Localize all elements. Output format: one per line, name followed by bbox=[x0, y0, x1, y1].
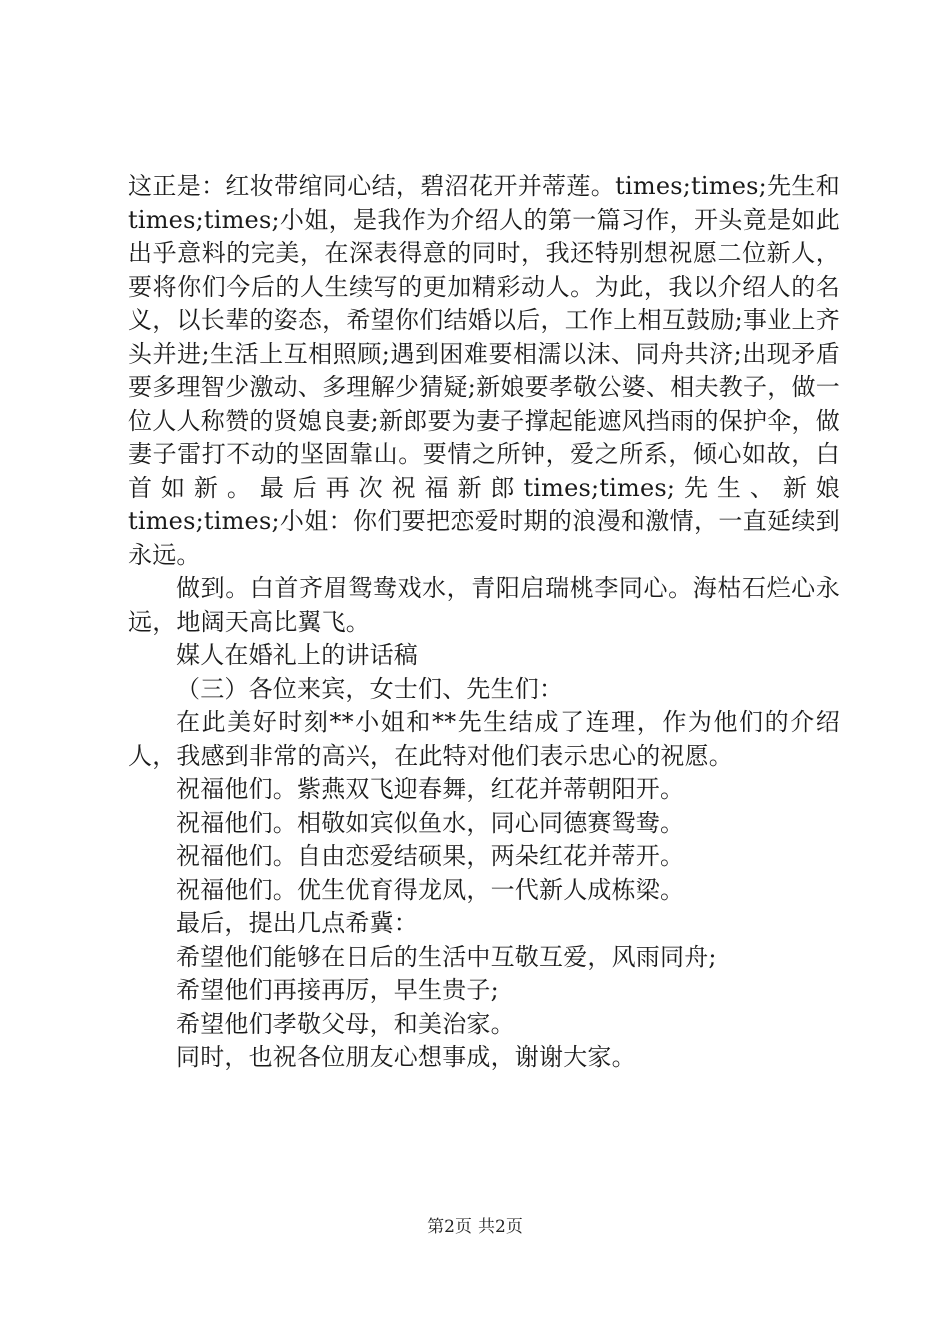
paragraph-greeting: （三）各位来宾，女士们、先生们： bbox=[176, 674, 564, 703]
paragraph-blessing-2: 祝福他们。相敬如宾似鱼水，同心同德赛鸳鸯。 bbox=[176, 808, 685, 837]
paragraph-introduction: 在此美好时刻**小姐和**先生结成了连理，作为他们的介绍人，我感到非常的高兴，在此特对他们表示忠心的祝愿。 bbox=[128, 708, 840, 770]
page-total: 共2页 bbox=[478, 1217, 523, 1237]
page-number: 第2页 bbox=[427, 1217, 472, 1237]
paragraph-hope-1: 希望他们能够在日后的生活中互敬互爱，风雨同舟; bbox=[176, 942, 717, 971]
page-footer bbox=[0, 1216, 950, 1238]
paragraph-couplet: 做到。白首齐眉鸳鸯戏水，青阳启瑞桃李同心。海枯石烂心永远，地阔天高比翼飞。 bbox=[128, 574, 840, 636]
section-title: 媒人在婚礼上的讲话稿 bbox=[176, 641, 418, 669]
paragraph-blessing-4: 祝福他们。优生优育得龙凤，一代新人成栋梁。 bbox=[176, 875, 685, 904]
paragraph-thanks: 同时，也祝各位朋友心想事成，谢谢大家。 bbox=[176, 1043, 636, 1071]
paragraph-blessing-3: 祝福他们。自由恋爱结硕果，两朵红花并蒂开。 bbox=[176, 842, 685, 870]
paragraph-hopes-intro: 最后，提出几点希冀： bbox=[176, 909, 418, 937]
paragraph-closing-blessing: 这正是：红妆带绾同心结，碧沼花开并蒂莲。times;times;先生和times;times;小姐，是我作为介绍人的第一篇习作，开头竟是如此出乎意料的完美，在深表得意的同时，我还特别想祝愿二位新人，要将你们今后的人生续写的更加精彩动人。为此，我以介绍人的名义，以长辈的姿态，希望你们结婚以后，工作上相互鼓励;事业上齐头并进;生活上互相照顾;遇到困难要相濡以沫、同舟共济;出现矛盾要多理智少激动、多理解少猜疑;新娘要孝敬公婆、相夫教子，做一位人人称赞的贤媳良妻;新郎要为妻子撑起能遮风挡雨的保护伞，做妻子雷打不动的坚固靠山。要情之所钟，爱之所系，倾心如故，白首如新。最后再次祝福新郎times;times;先生、新娘times;times;小姐：你们要把恋爱时期的浪漫和激情，一直延续到永远。 bbox=[128, 172, 840, 569]
paragraph-blessing-1: 祝福他们。紫燕双飞迎春舞，红花并蒂朝阳开。 bbox=[176, 775, 685, 803]
paragraph-hope-2: 希望他们再接再厉，早生贵子; bbox=[176, 976, 499, 1004]
document-body bbox=[128, 170, 840, 1075]
paragraph-hope-3: 希望他们孝敬父母，和美治家。 bbox=[176, 1009, 515, 1038]
